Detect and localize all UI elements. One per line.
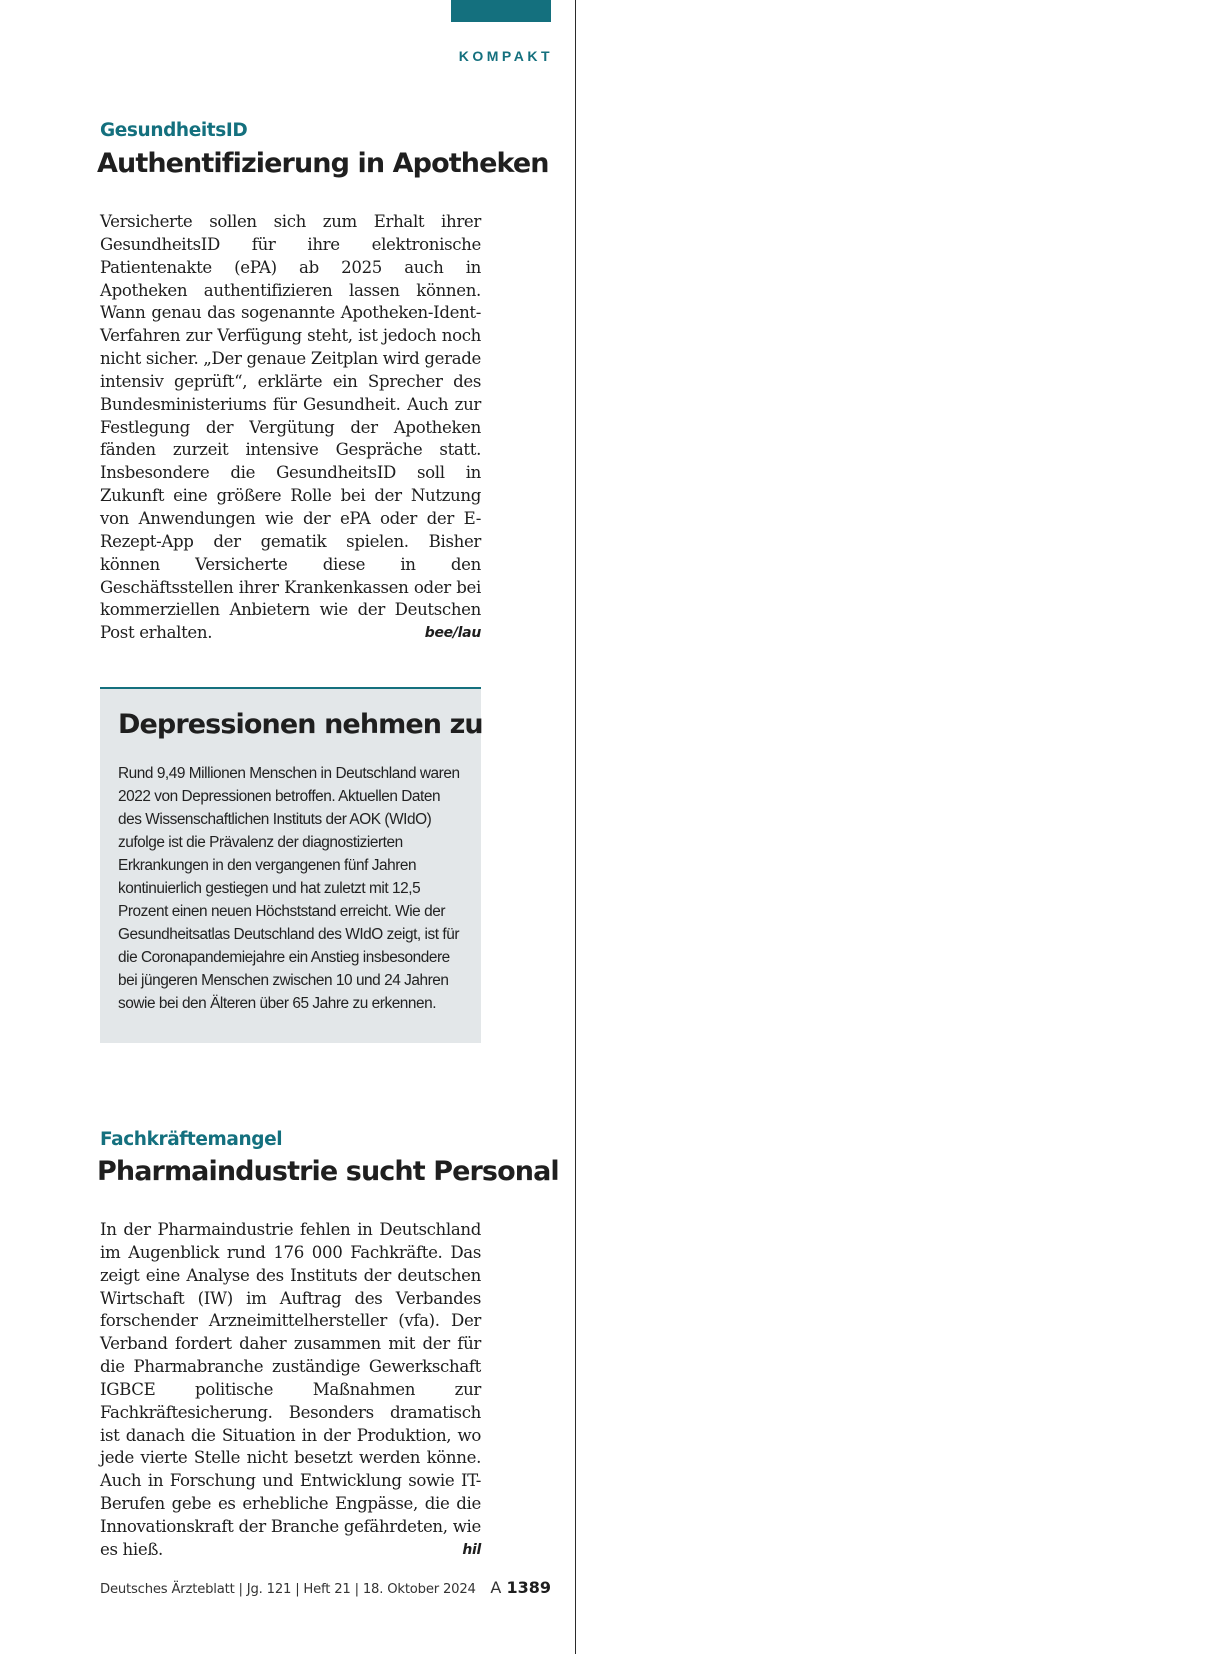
page-number-value: 1389: [506, 1578, 551, 1597]
info-box-title: Depressionen nehmen zu: [118, 709, 483, 740]
article-headline: Authentifizierung in Apotheken: [97, 148, 549, 179]
article-body-text: In der Pharmaindustrie fehlen in Deutschland im Augenblick rund 176 000 Fachkräfte. Das zeigt eine Analyse des Instituts der deutschen Wirtschaft (IW) im Auftrag des Verbandes forschender Arzneimittelhersteller (vfa). Der Verband fordert daher zusammen mit der für die Pharmabranche zuständige Gewerkschaft IGBCE politische Maßnahmen zur Fachkräftesicherung. Besonders dramatisch ist danach die Situation in der Produktion, wo jede vierte Stelle nicht besetzt werden könne. Auch in Forschung und Entwicklung sowie IT-Berufen gebe es erhebliche Engpässe, die die Innovationskraft der Branche gefährdeten, wie es hieß.: [100, 1220, 481, 1559]
page-number: [490, 1578, 551, 1597]
section-label: KOMPAKT: [458, 48, 553, 64]
article-kicker: Fachkräftemangel: [100, 1129, 283, 1150]
column-divider: [575, 0, 576, 1654]
author-initials: hil: [462, 1541, 481, 1558]
article-kicker: GesundheitsID: [100, 120, 248, 141]
page-prefix: A: [490, 1578, 502, 1597]
publication-info: Deutsches Ärzteblatt | Jg. 121 | Heft 21 | 18. Oktober 2024: [100, 1582, 476, 1597]
article-headline: Pharmaindustrie sucht Personal: [97, 1156, 559, 1187]
info-box-depressionen: [100, 687, 481, 1043]
article-body: [100, 211, 481, 645]
author-initials: bee/lau: [424, 625, 481, 642]
section-color-bar: [451, 0, 551, 22]
article-body: [100, 1219, 481, 1562]
article-body-text: Versicherte sollen sich zum Erhalt ihrer GesundheitsID für ihre elektronische Patientenakte (ePA) ab 2025 auch in Apotheken authentifizieren lassen können. Wann genau das sogenannte Apotheken-Ident-Verfahren zur Verfügung steht, ist jedoch noch nicht sicher. „Der genaue Zeitplan wird gerade intensiv geprüft“, erklärte ein Sprecher des Bundesministeriums für Gesundheit. Auch zur Festlegung der Vergütung der Apotheken fänden zurzeit intensive Gespräche statt. Insbesondere die GesundheitsID soll in Zukunft eine größere Rolle bei der Nutzung von Anwendungen wie der ePA oder der E-Rezept-App der gematik spielen. Bisher können Versicherte diese in den Geschäftsstellen ihrer Krankenkassen oder bei kommerziellen Anbietern wie der Deutschen Post erhalten.: [100, 212, 481, 643]
info-box-body: Rund 9,49 Millionen Menschen in Deutschland waren 2022 von Depressionen betroffen. Aktuellen Daten des Wissenschaftlichen Instituts der AOK (WIdO) zufolge ist die Prävalenz der diagnostizierten Erkrankungen in den vergangenen fünf Jahren kontinuierlich gestiegen und hat zuletzt mit 12,5 Prozent einen neuen Höchststand erreicht. Wie der Gesundheitsatlas Deutschland des WIdO zeigt, ist für die Coronapandemiejahre ein Anstieg insbesondere bei jüngeren Menschen zwischen 10 und 24 Jahren sowie bei den Älteren über 65 Jahre zu erkennen.: [118, 765, 460, 1012]
page-footer: [100, 1578, 551, 1600]
